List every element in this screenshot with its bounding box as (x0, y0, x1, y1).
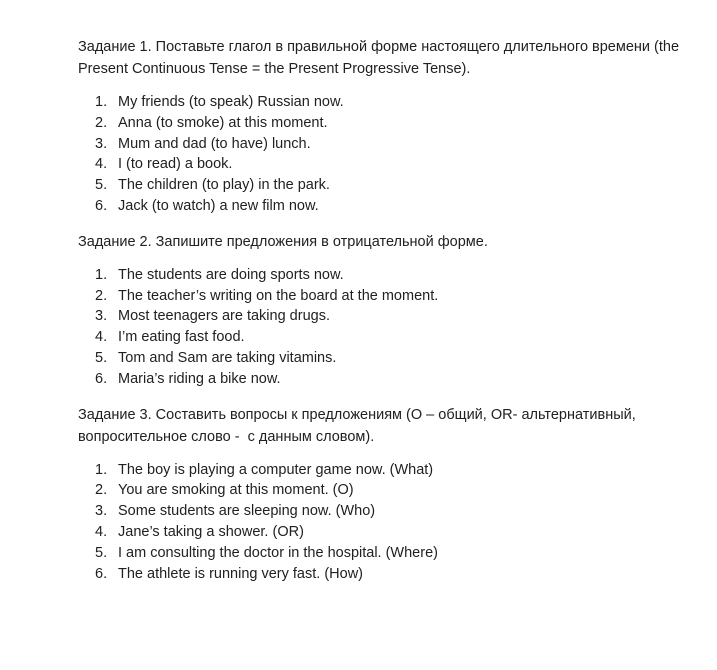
document-content (78, 36, 692, 584)
task-2-list (78, 265, 692, 390)
task-item: Jane’s taking a shower. (OR) (118, 523, 304, 540)
task-item: My friends (to speak) Russian now. (118, 94, 344, 110)
task-item: I (to read) a book. (118, 156, 233, 173)
task-item: The students are doing sports now. (118, 266, 344, 283)
task-section-3 (78, 404, 692, 585)
task-2-heading: Задание 2. Запишите предложения в отрицательной форме. (78, 233, 488, 250)
task-1-list (78, 92, 692, 217)
task-section-1 (78, 36, 692, 217)
task-1-heading: Задание 1. Поставьте глагол в правильной форме настоящего длительного времени (the Present Continuous Tense = the Present Progressive Tense). (78, 39, 684, 77)
task-item: The athlete is running very fast. (How) (118, 565, 363, 582)
task-item: The teacher’s writing on the board at the moment. (118, 287, 439, 304)
task-item: Some students are sleeping now. (Who) (118, 503, 376, 520)
task-item: The children (to play) in the park. (118, 177, 330, 194)
task-3-heading: Задание 3. Составить вопросы к предложениям (О – общий, OR- альтернативный, вопросительное слово - с данным словом). (78, 406, 640, 445)
task-item: Most teenagers are taking drugs. (118, 308, 330, 325)
task-3-list (78, 460, 692, 585)
task-item: Mum and dad (to have) lunch. (118, 135, 311, 152)
task-item: Anna (to smoke) at this moment. (118, 114, 328, 131)
task-item: I am consulting the doctor in the hospital. (Where) (118, 544, 438, 561)
task-item: Tom and Sam are taking vitamins. (118, 349, 337, 366)
task-item: I’m eating fast food. (118, 329, 245, 346)
task-item: The boy is playing a computer game now. (What) (118, 461, 434, 478)
task-item: You are smoking at this moment. (O) (118, 482, 354, 499)
task-item: Maria’s riding a bike now. (118, 370, 281, 387)
task-section-2 (78, 231, 692, 390)
task-item: Jack (to watch) a new film now. (118, 197, 319, 214)
